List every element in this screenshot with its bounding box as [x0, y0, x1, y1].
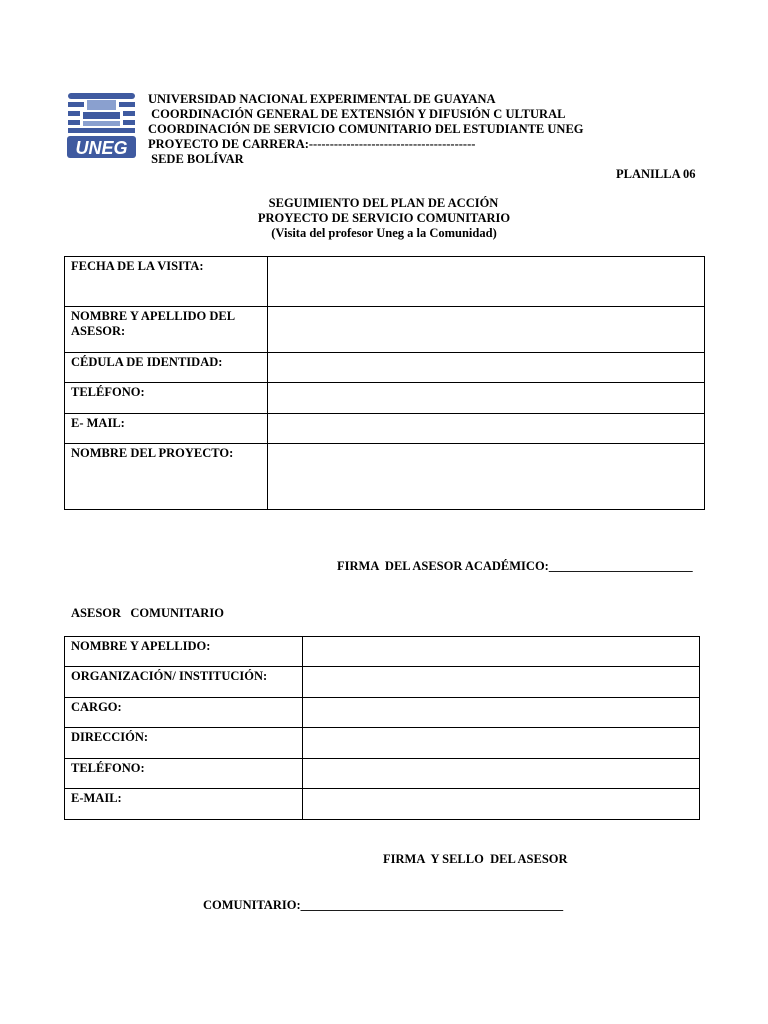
row-label: FECHA DE LA VISITA:	[65, 257, 268, 307]
table-row	[65, 759, 700, 789]
row-label: E- MAIL:	[65, 414, 268, 444]
telefono-field[interactable]	[268, 383, 705, 414]
row-label: CÉDULA DE IDENTIDAD:	[65, 353, 268, 383]
table-row	[65, 728, 700, 759]
header-line: COORDINACIÓN GENERAL DE EXTENSIÓN Y DIFUSIÓN C ULTURAL	[148, 107, 566, 121]
header-line: PROYECTO DE CARRERA:----------------------------------------	[148, 137, 476, 151]
planilla-number: PLANILLA 06	[616, 167, 696, 181]
row-label: DIRECCIÓN:	[65, 728, 303, 759]
direccion-field[interactable]	[303, 728, 700, 759]
uneg-logo	[65, 89, 138, 161]
nombre-proyecto-field[interactable]	[268, 444, 705, 510]
table-row	[65, 698, 700, 728]
document-title	[0, 196, 768, 241]
title-line-2: PROYECTO DE SERVICIO COMUNITARIO	[257, 211, 511, 225]
header-line: UNIVERSIDAD NACIONAL EXPERIMENTAL DE GUAYANA	[148, 92, 496, 106]
logo-text: UNEG	[75, 138, 128, 158]
table-row	[65, 637, 700, 667]
header-line: SEDE BOLÍVAR	[148, 152, 244, 166]
table-row	[65, 383, 705, 414]
firma-sello-label: FIRMA Y SELLO DEL ASESOR	[383, 852, 568, 866]
visit-info-table	[64, 256, 705, 510]
row-label: NOMBRE DEL PROYECTO:	[65, 444, 268, 510]
row-label: NOMBRE Y APELLIDO:	[65, 637, 303, 667]
table-row	[65, 414, 705, 444]
title-line-3: (Visita del profesor Uneg a la Comunidad)	[271, 226, 497, 240]
title-line-1: SEGUIMIENTO DEL PLAN DE ACCIÓN	[268, 196, 499, 210]
firma-asesor-academico: FIRMA DEL ASESOR ACADÉMICO:_______________________	[337, 559, 693, 573]
community-advisor-table	[64, 636, 700, 820]
telefono-comunitario-field[interactable]	[303, 759, 700, 789]
table-row	[65, 307, 705, 353]
row-label: E-MAIL:	[65, 789, 303, 820]
table-row	[65, 667, 700, 698]
table-row	[65, 789, 700, 820]
row-label: ORGANIZACIÓN/ INSTITUCIÓN:	[65, 667, 303, 698]
email-field[interactable]	[268, 414, 705, 444]
cargo-field[interactable]	[303, 698, 700, 728]
organizacion-field[interactable]	[303, 667, 700, 698]
comunitario-signature-line: COMUNITARIO:__________________________________________	[203, 898, 564, 912]
row-label: TELÉFONO:	[65, 759, 303, 789]
header-line: COORDINACIÓN DE SERVICIO COMUNITARIO DEL ESTUDIANTE UNEG	[148, 122, 584, 136]
email-comunitario-field[interactable]	[303, 789, 700, 820]
cedula-field[interactable]	[268, 353, 705, 383]
row-label: CARGO:	[65, 698, 303, 728]
table-row	[65, 257, 705, 307]
row-label: TELÉFONO:	[65, 383, 268, 414]
row-label: NOMBRE Y APELLIDO DEL ASESOR:	[65, 307, 268, 353]
nombre-asesor-field[interactable]	[268, 307, 705, 353]
institution-header	[148, 92, 584, 167]
table-row	[65, 444, 705, 510]
asesor-comunitario-heading: ASESOR COMUNITARIO	[71, 606, 224, 620]
nombre-apellido-field[interactable]	[303, 637, 700, 667]
table-row	[65, 353, 705, 383]
fecha-visita-field[interactable]	[268, 257, 705, 307]
